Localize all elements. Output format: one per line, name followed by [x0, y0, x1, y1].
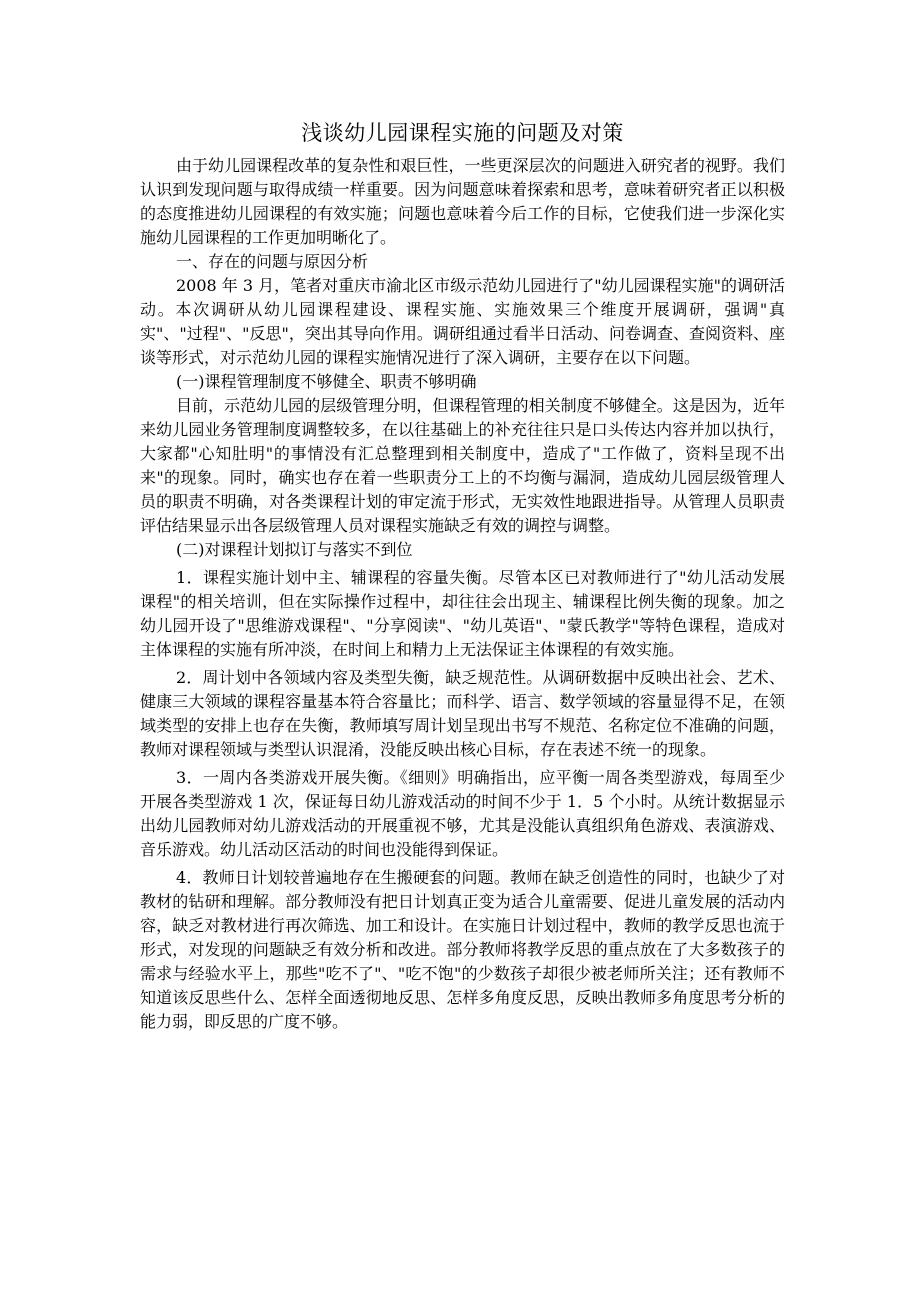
subheading-planning: (二)对课程计划拟订与落实不到位: [176, 540, 413, 559]
paragraph-item-4: 4．教师日计划较普遍地存在生搬硬套的问题。教师在缺乏创造性的同时，也缺少了对教材的钻研和理解。部分教师没有把日计划真正变为适合儿童需要、促进儿童发展的活动内容，缺乏对教材进行再次筛选、加工和设计。在实施日计划过程中，教师的教学反思也流于形式，对发现的问题缺乏有效分析和改进。部分教师将教学反思的重点放在了大多数孩子的需求与经验水平上，那些"吃不了"、"吃不饱"的少数孩子却很少被老师所关注；还有教师不知道该反思些什么、怎样全面透彻地反思、怎样多角度反思，反映出教师多角度思考分析的能力弱，即反思的广度不够。: [140, 868, 785, 1031]
paragraph-item-2: 2．周计划中各领域内容及类型失衡，缺乏规范性。从调研数据中反映出社会、艺术、健康三大领域的课程容量基本符合容量比；而科学、语言、数学领域的容量显得不足，在领域类型的安排上也存在失衡，教师填写周计划呈现出书写不规范、名称定位不准确的问题，教师对课程领域与类型认识混淆，没能反映出核心目标，存在表述不统一的现象。: [140, 668, 785, 759]
subheading-management: (一)课程管理制度不够健全、职责不够明确: [176, 372, 477, 391]
document-title: 浅谈幼儿园课程实施的问题及对策: [301, 121, 624, 145]
section-heading-problems: 一、存在的问题与原因分析: [176, 252, 369, 271]
document-body: [140, 118, 785, 1034]
intro-paragraph: 由于幼儿园课程改革的复杂性和艰巨性，一些更深层次的问题进入研究者的视野。我们认识到发现问题与取得成绩一样重要。因为问题意味着探索和思考，意味着研究者正以积极的态度推进幼儿园课程的有效实施；问题也意味着今后工作的目标，它使我们进一步深化实施幼儿园课程的工作更加明晰化了。: [140, 156, 785, 247]
paragraph-survey: 2008 年 3 月，笔者对重庆市渝北区市级示范幼儿园进行了"幼儿园课程实施"的调研活动。本次调研从幼儿园课程建设、课程实施、实施效果三个维度开展调研，强调"真实"、"过程"、"反思"，突出其导向作用。调研组通过看半日活动、问卷调查、查阅资料、座谈等形式，对示范幼儿园的课程实施情况进行了深入调研，主要存在以下问题。: [140, 276, 785, 367]
paragraph-management: 目前，示范幼儿园的层级管理分明，但课程管理的相关制度不够健全。这是因为，近年来幼儿园业务管理制度调整较多，在以往基础上的补充往往只是口头传达内容并加以执行，大家都"心知肚明"的事情没有汇总整理到相关制度中，造成了"工作做了，资料呈现不出来"的现象。同时，确实也存在着一些职责分工上的不均衡与漏洞，造成幼儿园层级管理人员的职责不明确，对各类课程计划的审定流于形式，无实效性地跟进指导。从管理人员职责评估结果显示出各层级管理人员对课程实施缺乏有效的调控与调整。: [140, 396, 785, 535]
paragraph-item-3: 3．一周内各类游戏开展失衡。《细则》明确指出，应平衡一周各类型游戏，每周至少开展各类型游戏 1 次，保证每日幼儿游戏活动的时间不少于 1．5 个小时。从统计数据显示出幼儿园教师对幼儿游戏活动的开展重视不够，尤其是没能认真组织角色游戏、表演游戏、音乐游戏。幼儿活动区活动的时间也没能得到保证。: [140, 768, 785, 859]
paragraph-item-1: 1．课程实施计划中主、辅课程的容量失衡。尽管本区已对教师进行了"幼儿活动发展课程"的相关培训，但在实际操作过程中，却往往会出现主、辅课程比例失衡的现象。加之幼儿园开设了"思维游戏课程"、"分享阅读"、"幼儿英语"、"蒙氏教学"等特色课程，造成对主体课程的实施有所冲淡，在时间上和精力上无法保证主体课程的有效实施。: [140, 568, 785, 659]
